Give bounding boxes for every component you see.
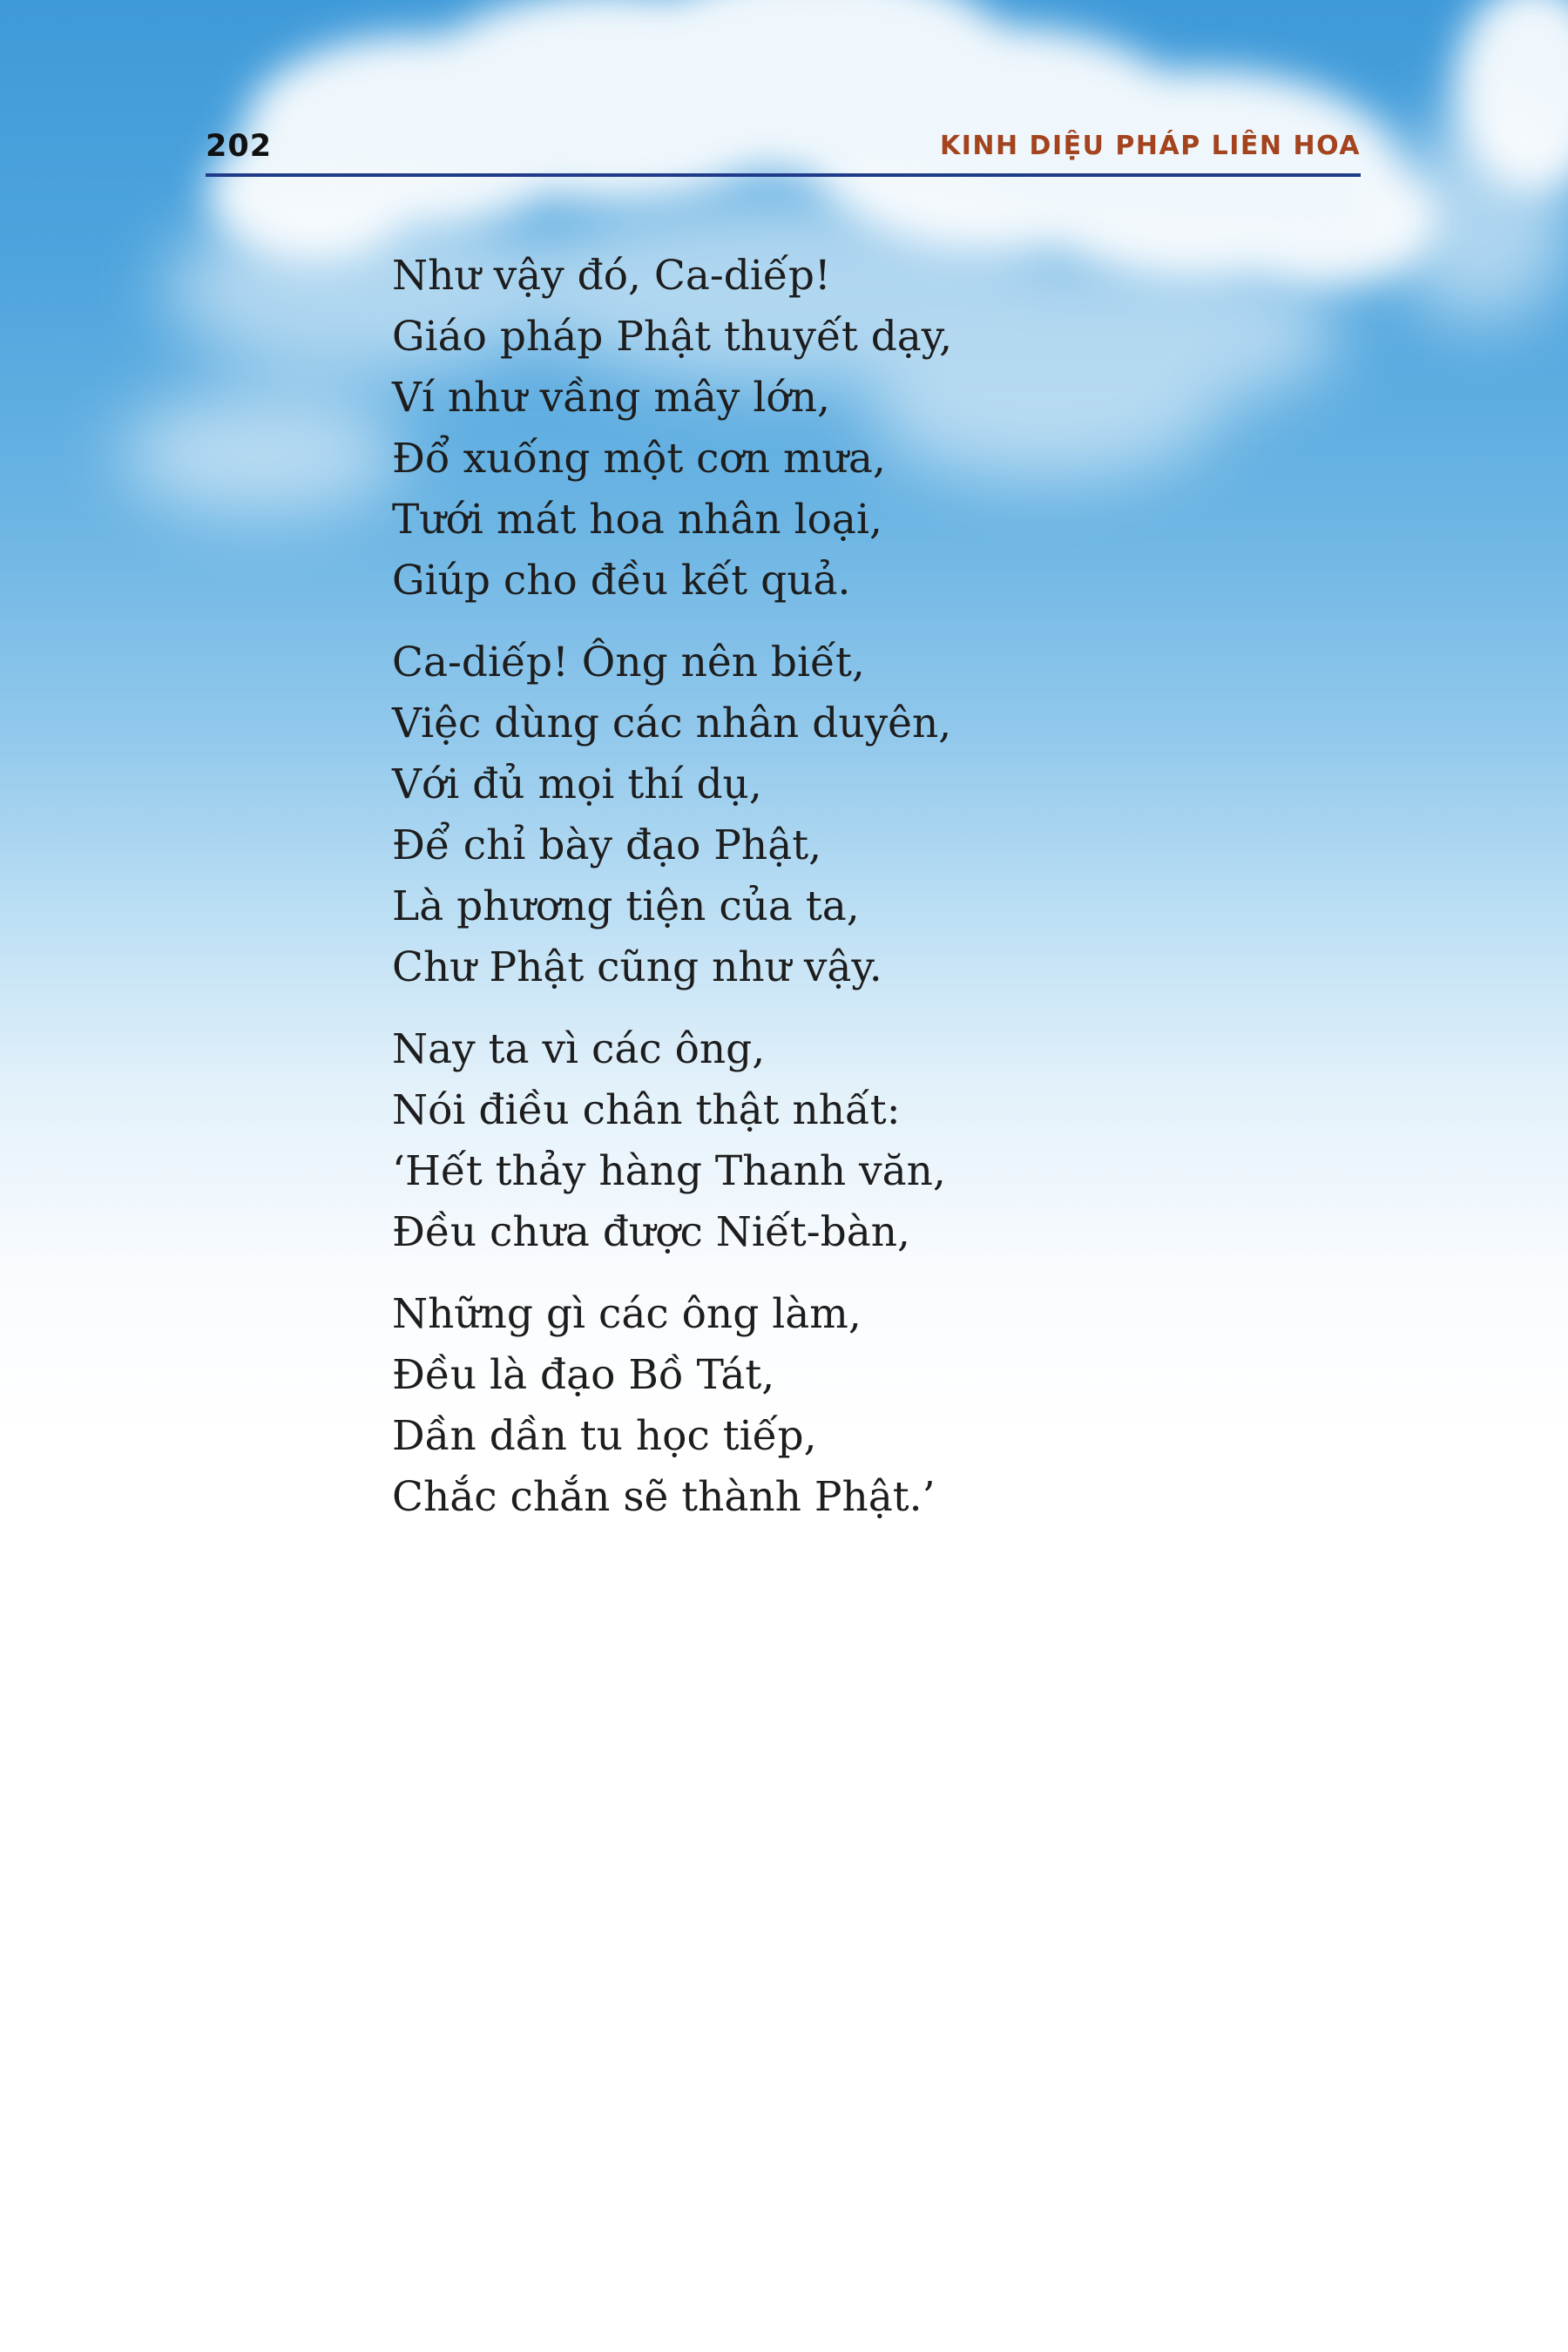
poem-line: Để chỉ bày đạo Phật,	[392, 821, 822, 869]
poem-line: ‘Hết thảy hàng Thanh văn,	[392, 1147, 946, 1195]
header-divider	[206, 173, 1361, 177]
page-header	[206, 122, 1361, 174]
poem-line: Đổ xuống một cơn mưa,	[392, 435, 886, 483]
poem-line: Chắc chắn sẽ thành Phật.’	[392, 1473, 936, 1521]
poem-stanza	[392, 632, 1263, 998]
poem-line: Dần dần tu học tiếp,	[392, 1412, 817, 1460]
poem-line: Những gì các ông làm,	[392, 1290, 862, 1338]
poem-body	[392, 246, 1263, 1549]
poem-line: Chư Phật cũng như vậy.	[392, 943, 882, 991]
poem-line: Nay ta vì các ông,	[392, 1025, 766, 1073]
poem-stanza	[392, 246, 1263, 612]
poem-line: Tưới mát hoa nhân loại,	[392, 496, 882, 544]
poem-line: Như vậy đó, Ca-diếp!	[392, 252, 831, 300]
poem-line: Giáo pháp Phật thuyết dạy,	[392, 313, 953, 361]
poem-line: Với đủ mọi thí dụ,	[392, 760, 762, 808]
poem-line: Nói điều chân thật nhất:	[392, 1086, 901, 1134]
poem-line: Việc dùng các nhân duyên,	[392, 700, 952, 747]
running-title: KINH DIỆU PHÁP LIÊN HOA	[939, 131, 1361, 161]
page-number: 202	[206, 129, 273, 164]
poem-line: Ví như vầng mây lớn,	[392, 374, 830, 422]
poem-line: Đều chưa được Niết-bàn,	[392, 1208, 910, 1256]
poem-stanza	[392, 1019, 1263, 1263]
poem-line: Đều là đạo Bồ Tát,	[392, 1351, 775, 1399]
poem-line: Là phương tiện của ta,	[392, 882, 860, 930]
poem-line: Giúp cho đều kết quả.	[392, 557, 851, 605]
poem-stanza	[392, 1284, 1263, 1528]
poem-line: Ca-diếp! Ông nên biết,	[392, 639, 865, 686]
